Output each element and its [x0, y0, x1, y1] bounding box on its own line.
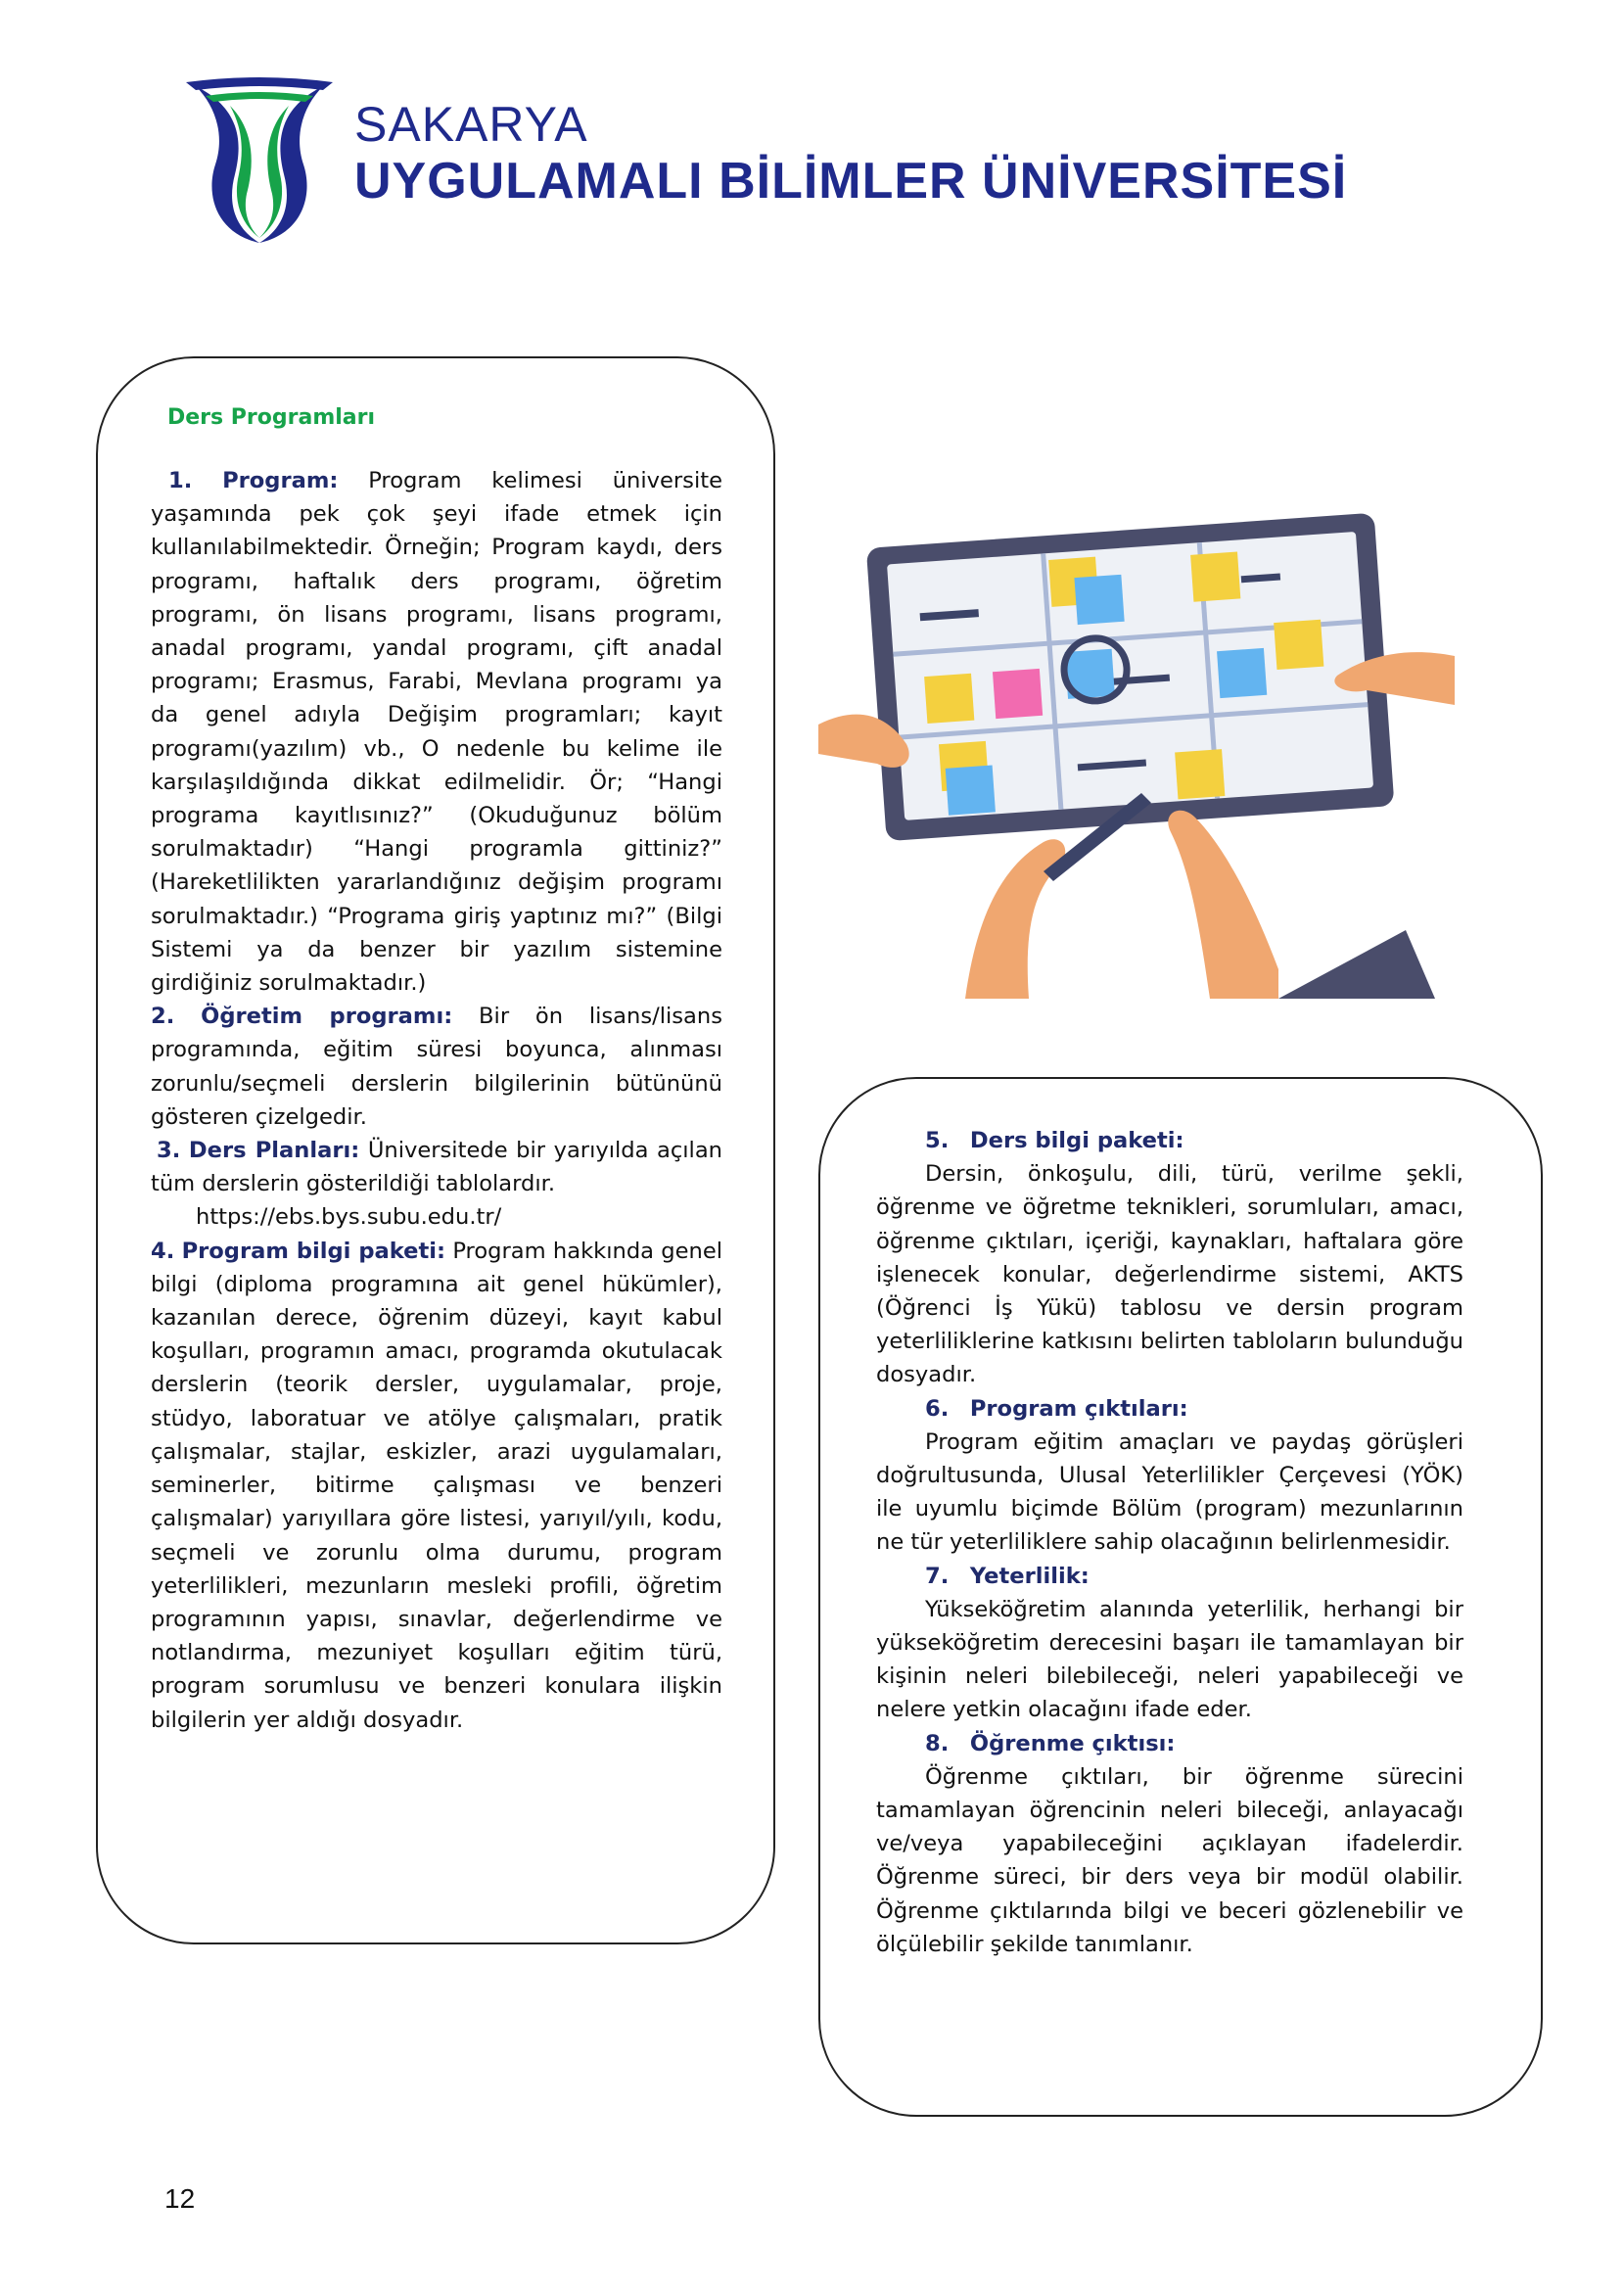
item-title-program: Program: [222, 468, 339, 493]
item-text-ders-bilgi-paketi: Dersin, önkoşulu, dili, türü, verilme şekli, öğrenme ve öğretme teknikleri, sorumluları, amacı, öğrenme çıktıları, içeriği, kaynakları, haftalara göre işlenecek konular, değerlendirme sistemi, AKTS (Öğrenci İş Yükü) tablosu ve dersin program yeterliliklerine katkısını belirten tabloların bulunduğu dosyadır. [876, 1161, 1463, 1388]
item-text-program-ciktilari: Program eğitim amaçları ve paydaş görüşleri doğrultusunda, Ulusal Yeterlilikler Çerçevesi (YÖK) ile uyumlu biçimde Bölüm (program) mezunlarının ne tür yeterliliklere sahip olacağının belirlenmesidir. [876, 1428, 1463, 1556]
ders-planlari-link[interactable]: https://ebs.bys.subu.edu.tr/ [196, 1204, 502, 1231]
item-title-ders-planlari: Ders Planları: [188, 1138, 360, 1164]
university-name-line1: SAKARYA [354, 97, 588, 152]
item-heading-ders-bilgi-paketi: 5. Ders bilgi paketi: [925, 1128, 1184, 1153]
item-heading-program-ciktilari: 6. Program çıktıları: [925, 1395, 1188, 1422]
item-title-program-bilgi-paketi: Program bilgi paketi: [181, 1238, 446, 1264]
item-text-ogretim-programi: Bir ön lisans/lisans programında, eğitim süresi boyunca, alınması zorunlu/seçmeli derslerin bilgilerinin bütününü gösteren çizelgedir. [151, 1004, 722, 1130]
item-text-program: Program kelimesi üniversite yaşamında pek çok şeyi ifade etmek için kullanılabilmektedir. Örneğin; Program kaydı, ders programı, haftalık ders programı, öğretim programı, ön lisans programı, lisans programı, anadal programı, yandal programı, çift anadal programı; Erasmus, Farabi, Mevlana programı ya da genel adıyla Değişim programları; kayıt programı(yazılım) vb., O nedenle bu kelime ile karşılaşıldığında dikkat edilmelidir. Ör; “Hangi programa kayıtlısınız?” (Okuduğunuz bölüm sorulmaktadır) “Hangi programla gittiniz?” (Hareketlilikten yararlandığınız değişim programı sorulmaktadır.) “Programa giriş yaptınız mı?” (Bilgi Sistemi ya da benzer bir yazılım sistemine girdiğiniz sorulmaktadır.) [151, 468, 722, 997]
item-heading-ogrenme-ciktisi: 8. Öğrenme çıktısı: [925, 1730, 1176, 1756]
item-text-ders-planlari: Üniversitede bir yarıyılda açılan tüm derslerin gösterildiği tablolardır. [151, 1138, 722, 1197]
item-program-bilgi-paketi: 4. Program bilgi paketi: Program hakkında genel bilgi (diploma programına ait genel hükümler), kazanılan derece, öğrenim düzeyi, kayıt kabul koşulları, programın amacı, programda okutulacak derslerin (teorik dersler, uygulamalar, proje, stüdyo, laboratuar ve atölye çalışmaları, pratik çalışmalar, stajlar, eskizler, arazi uygulamaları, seminerler, bitirme çalışması ve benzeri çalışmalar) yarıyıllara göre listesi, yarıyıl/yılı, kodu, seçmeli ve zorunlu olma durumu, program yeterlilikleri, mezunların mesleki profili, öğretim programının yapısı, sınavlar, değerlendirme ve notlandırma, mezuniyet koşulları eğitim türü, program sorumlusu ve benzeri konulara ilişkin bilgilerin yer aldığı dosyadır. [151, 1238, 722, 1733]
page-number: 12 [164, 2183, 196, 2214]
left-column [151, 401, 722, 1737]
section-title: Ders Programları [167, 405, 376, 430]
item-text-ogrenme-ciktisi: Öğrenme çıktıları, bir öğrenme sürecini tamamlayan öğrencinin neleri bileceği, anlayacağı ve/veya yapabileceğini açıklayan ifadelerdir. Öğrenme süreci, bir ders veya bir modül olabilir. Öğrenme çıktılarında bilgi ve beceri gözlenebilir ve ölçülebilir şekilde tanımlanır. [876, 1763, 1463, 1957]
university-logo [176, 76, 343, 245]
planning-board-illustration [818, 382, 1455, 999]
item-text-yeterlilik: Yükseköğretim alanında yeterlilik, herhangi bir yükseköğretim derecesini başarı ile tamamlayan bir kişinin neleri bilebileceği, neleri yapabileceği ve nelere yetkin olacağını ifade eder. [876, 1596, 1463, 1723]
item-text-program-bilgi-paketi: Program hakkında genel bilgi (diploma programına ait genel hükümler), kazanılan derece, öğrenim düzeyi, kayıt kabul koşulları, programın amacı, programda okutulacak derslerin (teorik dersler, uygulamalar, proje, stüdyo, laboratuar ve atölye çalışmaları, pratik çalışmalar, stajlar, eskizler, arazi uygulamaları, seminerler, bitirme çalışması ve benzeri çalışmalar) yarıyıllara göre listesi, yarıyıl/yılı, kodu, seçmeli ve zorunlu olma durumu, program yeterlilikleri, mezunların mesleki profili, öğretim programının yapısı, sınavlar, değerlendirme ve notlandırma, mezuniyet koşulları eğitim türü, program sorumlusu ve benzeri konulara ilişkin bilgilerin yer aldığı dosyadır. [151, 1238, 722, 1733]
item-program: 1. Program: Program kelimesi üniversite yaşamında pek çok şeyi ifade etmek için kullanılabilmektedir. Örneğin; Program kaydı, ders programı, haftalık ders programı, öğretim programı, ön lisans programı, lisans programı, anadal programı, yandal programı, çift anadal programı; Erasmus, Farabi, Mevlana programı ya da genel adıyla Değişim programları; kayıt programı(yazılım) vb., O nedenle bu kelime ile karşılaşıldığında dikkat edilmelidir. Ör; “Hangi programa kayıtlısınız?” (Okuduğunuz bölüm sorulmaktadır) “Hangi programla gittiniz?” (Hareketlilikten yararlandığınız değişim programı sorulmaktadır.) “Programa giriş yaptınız mı?” (Bilgi Sistemi ya da benzer bir yazılım sistemine girdiğiniz sorulmaktadır.) [151, 468, 722, 997]
right-column [876, 1124, 1463, 1961]
item-ogretim-programi: 2. Öğretim programı: Bir ön lisans/lisans programında, eğitim süresi boyunca, alınması zorunlu/seçmeli derslerin bilgilerinin bütününü gösteren çizelgedir. [151, 1004, 722, 1130]
item-title-ogretim-programi: Öğretim programı: [201, 1004, 453, 1030]
item-heading-yeterlilik: 7. Yeterlilik: [925, 1563, 1090, 1589]
item-ders-planlari: 3. Ders Planları: Üniversitede bir yarıyılda açılan tüm derslerin gösterildiği tablolardır. [151, 1138, 722, 1197]
university-name-line2: UYGULAMALI BİLİMLER ÜNİVERSİTESİ [354, 153, 1348, 210]
